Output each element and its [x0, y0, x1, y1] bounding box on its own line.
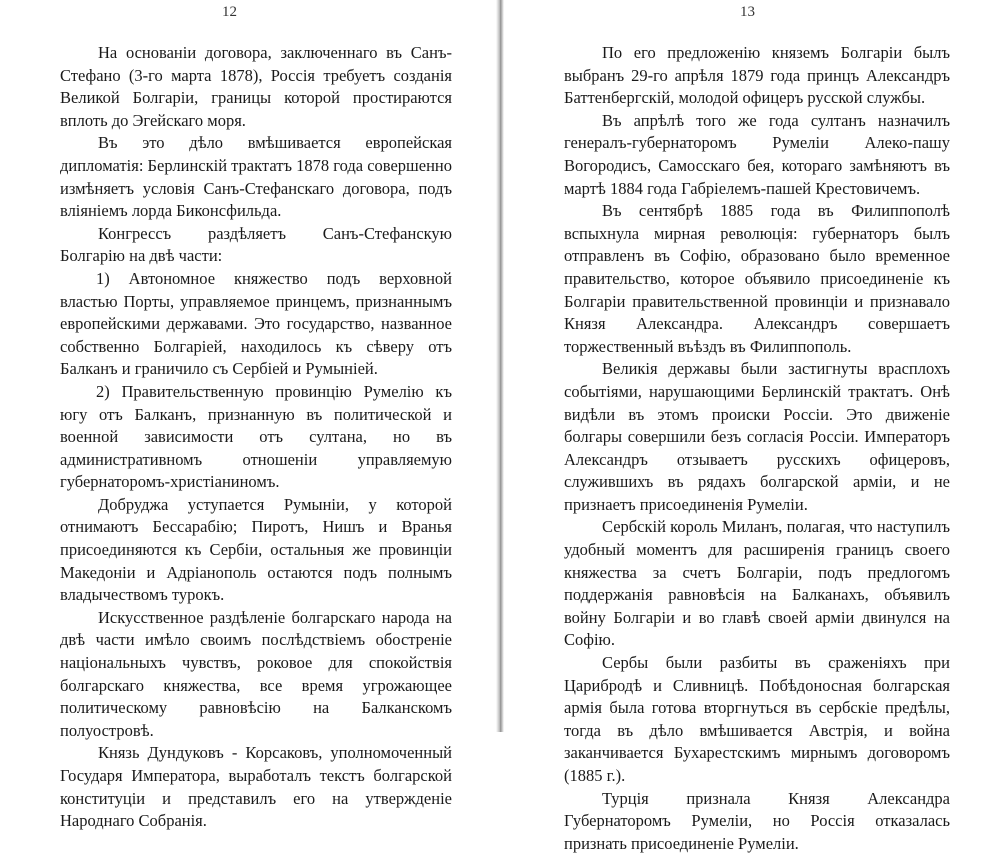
paragraph: На основаніи договора, заключеннаго въ Санъ-Стефано (3-го марта 1878), Россія требуетъ созданія Великой Болгаріи, границы которой простираются вплоть до Эгейскаго моря. — [60, 43, 452, 130]
book-gutter — [496, 0, 504, 732]
paragraph: Сербы были разбиты въ сраженіяхъ при Царибродѣ и Сливницѣ. Побѣдоносная болгарская армія была готова вторгнуться въ сербскіе предѣлы, тогда въ дѣло вмѣшивается Австрія, и война заканчивается Бухарестскимъ мирнымъ договоромъ (1885 г.). — [564, 653, 950, 785]
paragraph-item-2: 2) Правительственную провинцію Румелію къ югу отъ Балканъ, признанную въ политической и военной зависимости отъ султана, но въ административномъ отношеніи управляемую губернаторомъ-христіаниномъ. — [60, 381, 452, 492]
paragraph: Добруджа уступается Румыніи, у которой отнимаютъ Бессарабію; Пиротъ, Нишъ и Вранья присоединяются къ Сербіи, остальныя же провинціи Македоніи и Адріанополь остаются подъ полнымъ владычествомъ турокъ. — [60, 494, 452, 605]
paragraph-item-1: 1) Автономное княжество подъ верховной властью Порты, управляемое принцемъ, признаннымъ европейскими державами. Это государство, названное собственно Болгаріей, находилось къ сѣверу отъ Балканъ и граничило съ Сербіей и Румыніей. — [60, 268, 452, 379]
page-number-right: 13 — [740, 4, 755, 20]
page-number-left: 12 — [222, 4, 237, 20]
paragraph: Турція признала Князя Александра Губернаторомъ Румеліи, но Россія отказалась признать присоединеніе Румеліи. — [564, 788, 950, 853]
paragraph: Искусственное раздѣленіе болгарскаго народа на двѣ части имѣло своимъ послѣдствіемъ обостреніе національныхъ чувствъ, роковое для спокойствія болгарскаго княжества, все время угрожающее политическому равновѣсію на Балканскомъ полуостровѣ. — [60, 607, 452, 740]
paragraph: Великія державы были застигнуты врасплохъ событіями, нарушающими Берлинскій трактатъ. Онѣ видѣли въ этомъ происки Россіи. Это движеніе болгары совершили безъ согласія Россіи. Императоръ Александръ отзываетъ русскихъ офицеровъ, служившихъ въ рядахъ болгарской арміи, и не признаетъ присоединенія Румеліи. — [564, 359, 950, 514]
left-page — [0, 0, 498, 831]
right-page — [504, 0, 1000, 853]
left-page-text — [60, 42, 452, 833]
paragraph: Въ апрѣлѣ того же года султанъ назначилъ генералъ-губернаторомъ Румеліи Алеко-пашу Вогородисъ, Самосскаго бея, котораго замѣняютъ въ мартѣ 1884 года Габріелемъ-пашей Крестовичемъ. — [564, 110, 950, 198]
paragraph: По его предложенію княземъ Болгаріи былъ выбранъ 29-го апрѣля 1879 года принцъ Александръ Баттенбергскій, молодой офицеръ русской службы. — [564, 43, 950, 108]
paragraph: Конгрессъ раздѣляетъ Санъ-Стефанскую Болгарію на двѣ части: — [60, 223, 452, 266]
paragraph: Сербскій король Миланъ, полагая, что наступилъ удобный моментъ для расширенія границъ своего княжества за счетъ Болгаріи, подъ предлогомъ поддержанія равновѣсія на Балканахъ, объявилъ войну Болгаріи и во главѣ своей арміи двинулся на Софію. — [564, 517, 950, 650]
paragraph: Въ это дѣло вмѣшивается европейская дипломатія: Берлинскій трактатъ 1878 года совершенно измѣняетъ условія Санъ-Стефанскаго договора, подъ вліяніемъ лорда Биконсфильда. — [60, 133, 452, 221]
right-page-text — [564, 42, 950, 855]
paragraph: Въ сентябрѣ 1885 года въ Филиппополѣ вспыхнула мирная революція: губернаторъ былъ отправленъ въ Софію, образовано было временное правительство, которое объявило присоединеніе къ Болгаріи правительственной провинціи и признавало Князя Александра. Александръ совершаетъ торжественный въѣздъ въ Филиппополь. — [564, 201, 950, 356]
paragraph: Князь Дундуковъ - Корсаковъ, уполномоченный Государя Императора, выработалъ текстъ болгарской конституціи и представилъ его на утвержденіе Народнаго Собранія. — [60, 743, 452, 831]
